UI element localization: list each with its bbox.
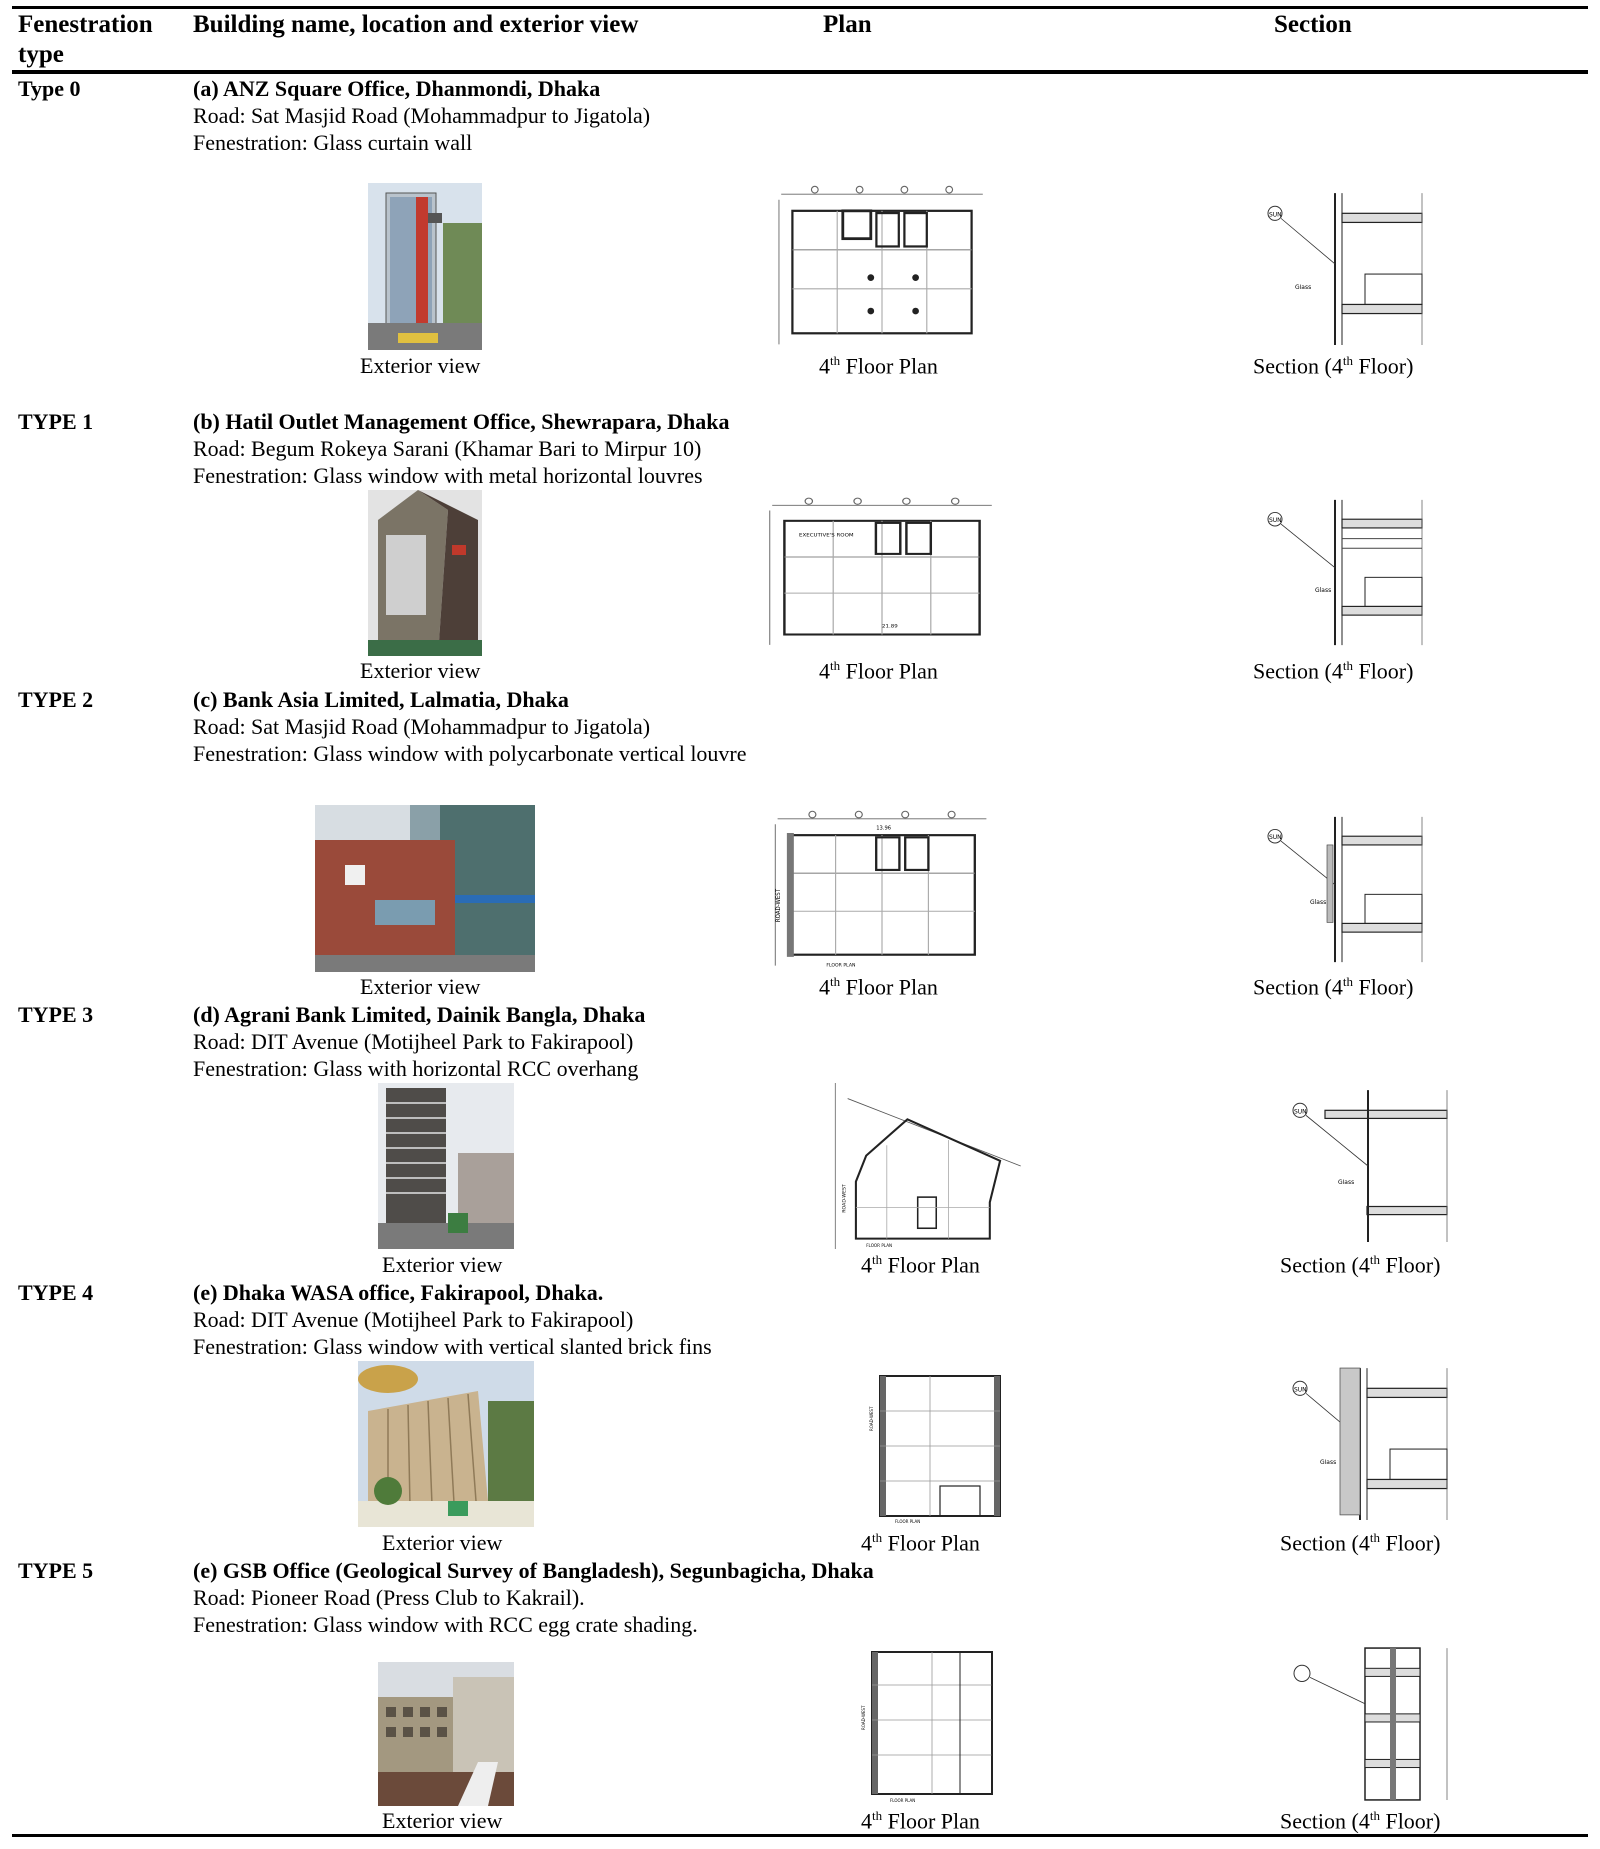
section-sup: th xyxy=(1369,1530,1380,1545)
section-post: Floor) xyxy=(1379,1808,1441,1834)
section-pre: Section (4 xyxy=(1253,974,1343,1000)
road-west-label-2: ROAD-WEST xyxy=(775,888,782,923)
sun-label-0: SUN xyxy=(1269,211,1282,219)
exterior-photo-3 xyxy=(378,1083,514,1249)
plan-rest: Floor Plan xyxy=(840,658,938,684)
plan-drawing-5 xyxy=(850,1640,1006,1806)
exterior-photo-1 xyxy=(368,490,482,656)
section-post: Floor) xyxy=(1379,1530,1441,1556)
header-col1-line2: type xyxy=(18,41,64,68)
section-drawing-4 xyxy=(1280,1363,1450,1525)
section-caption-4 xyxy=(1280,1530,1440,1556)
row-type-3: TYPE 3 xyxy=(18,1002,94,1027)
plan-drawing-3 xyxy=(825,1083,1031,1249)
dim-label-a: 21.89 xyxy=(882,623,898,630)
plan-num: 4 xyxy=(819,353,830,379)
plan-num: 4 xyxy=(861,1252,872,1278)
plan-num: 4 xyxy=(861,1530,872,1556)
floor-plan-label-4: FLOOR PLAN xyxy=(895,1519,921,1524)
plan-rest: Floor Plan xyxy=(840,353,938,379)
section-pre: Section (4 xyxy=(1253,658,1343,684)
exterior-caption-5: Exterior view xyxy=(382,1808,503,1833)
glass-label-0: Glass xyxy=(1295,284,1312,292)
header-building: Building name, location and exterior view xyxy=(193,11,639,38)
exterior-caption-2: Exterior view xyxy=(360,974,481,999)
dim-label-b: 13.96 xyxy=(876,825,892,832)
row-road-3: Road: DIT Avenue (Motijheel Park to Fakirapool) xyxy=(193,1029,634,1054)
section-post: Floor) xyxy=(1379,1252,1441,1278)
header-col1-line1: Fenestration xyxy=(18,11,153,38)
glass-label-1: Glass xyxy=(1315,587,1332,594)
section-drawing-0 xyxy=(1255,188,1425,350)
row-title-1: (b) Hatil Outlet Management Office, Shewrapara, Dhaka xyxy=(193,409,730,434)
exterior-caption-4: Exterior view xyxy=(382,1530,503,1555)
floor-plan-label-2: FLOOR PLAN xyxy=(826,963,856,969)
section-post: Floor) xyxy=(1352,974,1414,1000)
plan-sup: th xyxy=(830,353,841,368)
row-road-2: Road: Sat Masjid Road (Mohammadpur to Jigatola) xyxy=(193,714,651,739)
plan-num: 4 xyxy=(819,974,830,1000)
plan-caption-5 xyxy=(861,1808,980,1834)
section-pre: Section (4 xyxy=(1280,1252,1370,1278)
section-sup: th xyxy=(1342,658,1353,673)
row-fenestration-3: Fenestration: Glass with horizontal RCC overhang xyxy=(193,1056,639,1081)
plan-rest: Floor Plan xyxy=(882,1252,980,1278)
plan-num: 4 xyxy=(861,1808,872,1834)
sun-label-4: SUN xyxy=(1294,1386,1307,1394)
section-drawing-3 xyxy=(1280,1085,1450,1247)
section-sup: th xyxy=(1369,1252,1380,1267)
row-road-5: Road: Pioneer Road (Press Club to Kakrail). xyxy=(193,1585,585,1610)
section-sup: th xyxy=(1369,1808,1380,1823)
row-fenestration-4: Fenestration: Glass window with vertical slanted brick fins xyxy=(193,1334,712,1359)
glass-label-3: Glass xyxy=(1338,1179,1355,1187)
plan-drawing-0 xyxy=(770,183,994,350)
row-title-4: (e) Dhaka WASA office, Fakirapool, Dhaka. xyxy=(193,1280,604,1305)
glass-label-4: Glass xyxy=(1320,1459,1337,1467)
section-sup: th xyxy=(1342,974,1353,989)
plan-sup: th xyxy=(830,974,841,989)
exterior-photo-5 xyxy=(378,1662,514,1806)
section-caption-3 xyxy=(1280,1252,1440,1278)
section-caption-5 xyxy=(1280,1808,1440,1834)
plan-sup: th xyxy=(872,1530,883,1545)
section-pre: Section (4 xyxy=(1253,353,1343,379)
plan-drawing-2 xyxy=(766,808,998,971)
plan-caption-2 xyxy=(819,974,938,1000)
header-rule xyxy=(12,70,1588,74)
plan-caption-3 xyxy=(861,1252,980,1278)
road-west-label-5: ROAD-WEST xyxy=(861,1705,866,1730)
row-type-1: TYPE 1 xyxy=(18,409,94,434)
sun-label-3: SUN xyxy=(1294,1108,1307,1116)
exterior-photo-2 xyxy=(315,805,535,972)
section-caption-2 xyxy=(1253,974,1413,1000)
row-fenestration-0: Fenestration: Glass curtain wall xyxy=(193,130,473,155)
section-post: Floor) xyxy=(1352,658,1414,684)
row-title-0: (a) ANZ Square Office, Dhanmondi, Dhaka xyxy=(193,76,601,101)
bottom-rule xyxy=(12,1834,1588,1837)
row-title-5: (e) GSB Office (Geological Survey of Bangladesh), Segunbagicha, Dhaka xyxy=(193,1558,874,1583)
sun-label-2: SUN xyxy=(1269,835,1282,842)
header-section: Section xyxy=(1274,11,1352,38)
plan-caption-1 xyxy=(819,658,938,684)
header-plan: Plan xyxy=(823,11,872,38)
section-drawing-2 xyxy=(1255,812,1425,967)
row-road-4: Road: DIT Avenue (Motijheel Park to Fakirapool) xyxy=(193,1307,634,1332)
plan-sup: th xyxy=(872,1252,883,1267)
floor-plan-label-3: FLOOR PLAN xyxy=(866,1242,893,1248)
row-fenestration-2: Fenestration: Glass window with polycarbonate vertical louvre xyxy=(193,741,747,766)
plan-rest: Floor Plan xyxy=(882,1530,980,1556)
section-post: Floor) xyxy=(1352,353,1414,379)
exterior-caption-0: Exterior view xyxy=(360,353,481,378)
section-pre: Section (4 xyxy=(1280,1808,1370,1834)
glass-label-2: Glass xyxy=(1310,900,1327,906)
plan-num: 4 xyxy=(819,658,830,684)
plan-sup: th xyxy=(830,658,841,673)
plan-drawing-4 xyxy=(860,1361,1006,1527)
section-drawing-1 xyxy=(1255,495,1425,650)
exterior-caption-3: Exterior view xyxy=(382,1252,503,1277)
row-type-4: TYPE 4 xyxy=(18,1280,94,1305)
sun-label-1: SUN xyxy=(1269,518,1282,525)
plan-rest: Floor Plan xyxy=(882,1808,980,1834)
road-west-label-3: ROAD-WEST xyxy=(842,1184,848,1213)
section-drawing-5 xyxy=(1280,1643,1450,1805)
plan-caption-0 xyxy=(819,353,938,379)
section-caption-0 xyxy=(1253,353,1413,379)
executive-room-label: EXECUTIVE'S ROOM xyxy=(799,532,854,539)
plan-drawing-1 xyxy=(760,495,1004,650)
section-caption-1 xyxy=(1253,658,1413,684)
section-sup: th xyxy=(1342,353,1353,368)
row-type-0: Type 0 xyxy=(18,76,81,101)
plan-rest: Floor Plan xyxy=(840,974,938,1000)
road-west-label-4: ROAD-WEST xyxy=(869,1406,874,1431)
section-pre: Section (4 xyxy=(1280,1530,1370,1556)
top-rule xyxy=(12,6,1588,9)
exterior-photo-4 xyxy=(358,1361,534,1527)
plan-caption-4 xyxy=(861,1530,980,1556)
row-road-1: Road: Begum Rokeya Sarani (Khamar Bari to Mirpur 10) xyxy=(193,436,702,461)
row-title-3: (d) Agrani Bank Limited, Dainik Bangla, Dhaka xyxy=(193,1002,646,1027)
row-title-2: (c) Bank Asia Limited, Lalmatia, Dhaka xyxy=(193,687,569,712)
row-type-2: TYPE 2 xyxy=(18,687,94,712)
row-fenestration-5: Fenestration: Glass window with RCC egg crate shading. xyxy=(193,1612,698,1637)
exterior-caption-1: Exterior view xyxy=(360,658,481,683)
row-type-5: TYPE 5 xyxy=(18,1558,94,1583)
row-road-0: Road: Sat Masjid Road (Mohammadpur to Jigatola) xyxy=(193,103,651,128)
plan-sup: th xyxy=(872,1808,883,1823)
header-fenestration-type xyxy=(18,10,153,70)
floor-plan-label-5: FLOOR PLAN xyxy=(890,1798,916,1803)
exterior-photo-0 xyxy=(368,183,482,350)
row-fenestration-1: Fenestration: Glass window with metal horizontal louvres xyxy=(193,463,703,488)
